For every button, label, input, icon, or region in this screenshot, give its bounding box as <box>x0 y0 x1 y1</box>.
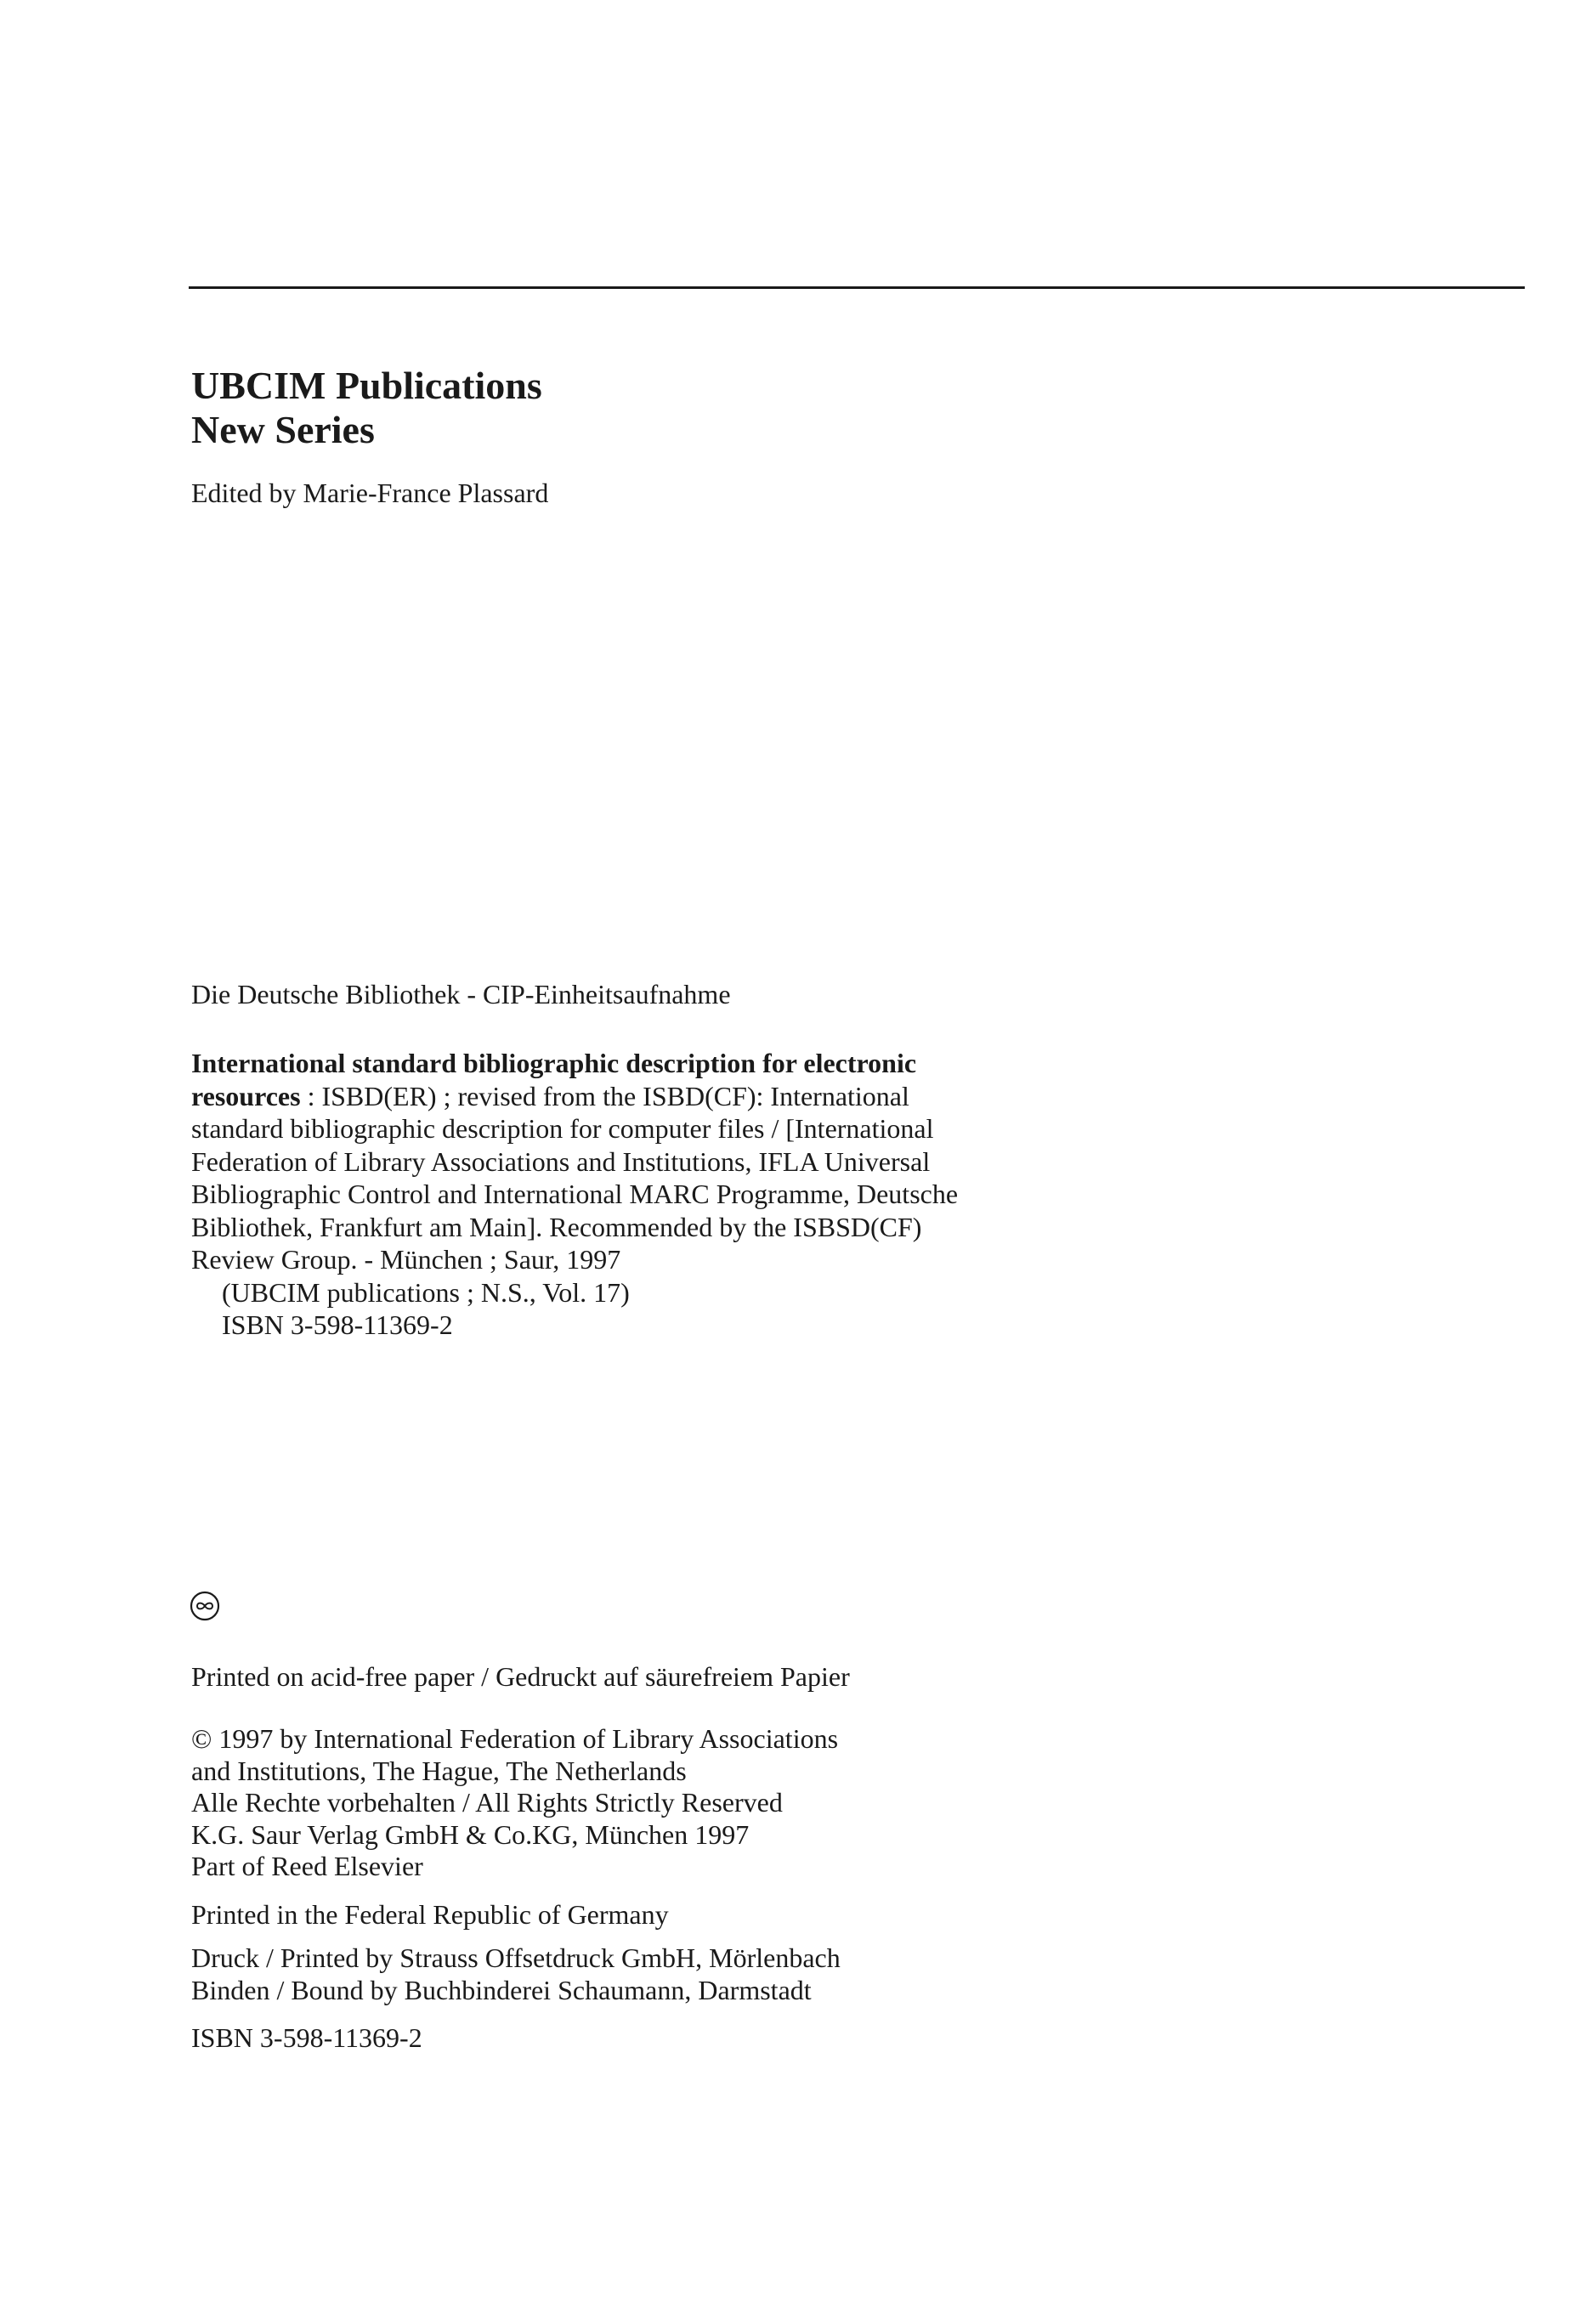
cip-line: Review Group. - München ; Saur, 1997 <box>191 1244 621 1275</box>
printer-binder-block <box>191 1942 841 2006</box>
printed-in-note: Printed in the Federal Republic of Germany <box>191 1899 669 1930</box>
series-title-line2: New Series <box>191 408 375 451</box>
series-heading <box>191 364 542 452</box>
cip-header: Die Deutsche Bibliothek - CIP-Einheitsaufnahme <box>191 979 731 1009</box>
cip-isbn: ISBN 3-598-11369-2 <box>222 1309 453 1340</box>
infinity-circle-icon <box>189 1590 221 1622</box>
cip-title-resources: resources <box>191 1080 301 1111</box>
copyright-line: © 1997 by International Federation of Library Associations <box>191 1723 839 1754</box>
binder-line: Binden / Bound by Buchbinderei Schaumann, Darmstadt <box>191 1975 812 2005</box>
cip-entry <box>191 1047 1109 1342</box>
cip-line: Bibliographic Control and International MARC Programme, Deutsche <box>191 1179 959 1209</box>
cip-line: standard bibliographic description for computer files / [International <box>191 1113 934 1144</box>
cip-title-line2 <box>191 1080 1109 1113</box>
isbn-bottom: ISBN 3-598-11369-2 <box>191 2022 422 2053</box>
cip-title-line1: International standard bibliographic description for electronic <box>191 1048 917 1078</box>
series-title-line1: UBCIM Publications <box>191 364 542 407</box>
acid-free-note: Printed on acid-free paper / Gedruckt auf säurefreiem Papier <box>191 1661 850 1692</box>
printer-line: Druck / Printed by Strauss Offsetdruck GmbH, Mörlenbach <box>191 1942 841 1973</box>
copyright-block <box>191 1723 838 1883</box>
copyright-line: K.G. Saur Verlag GmbH & Co.KG, München 1997 <box>191 1818 750 1850</box>
copyright-line: Alle Rechte vorbehalten / All Rights Strictly Reserved <box>191 1787 783 1818</box>
cip-series-note: (UBCIM publications ; N.S., Vol. 17) <box>222 1276 630 1308</box>
copyright-line: and Institutions, The Hague, The Netherlands <box>191 1755 687 1786</box>
copyright-line: Part of Reed Elsevier <box>191 1851 423 1881</box>
cip-line2-rest: : ISBD(ER) ; revised from the ISBD(CF): International <box>300 1080 909 1111</box>
cip-line: Federation of Library Associations and Institutions, IFLA Universal <box>191 1145 931 1177</box>
editor-line: Edited by Marie-France Plassard <box>191 478 549 508</box>
cip-line: Bibliothek, Frankfurt am Main]. Recommended by the ISBSD(CF) <box>191 1211 922 1242</box>
top-rule <box>189 286 1525 289</box>
